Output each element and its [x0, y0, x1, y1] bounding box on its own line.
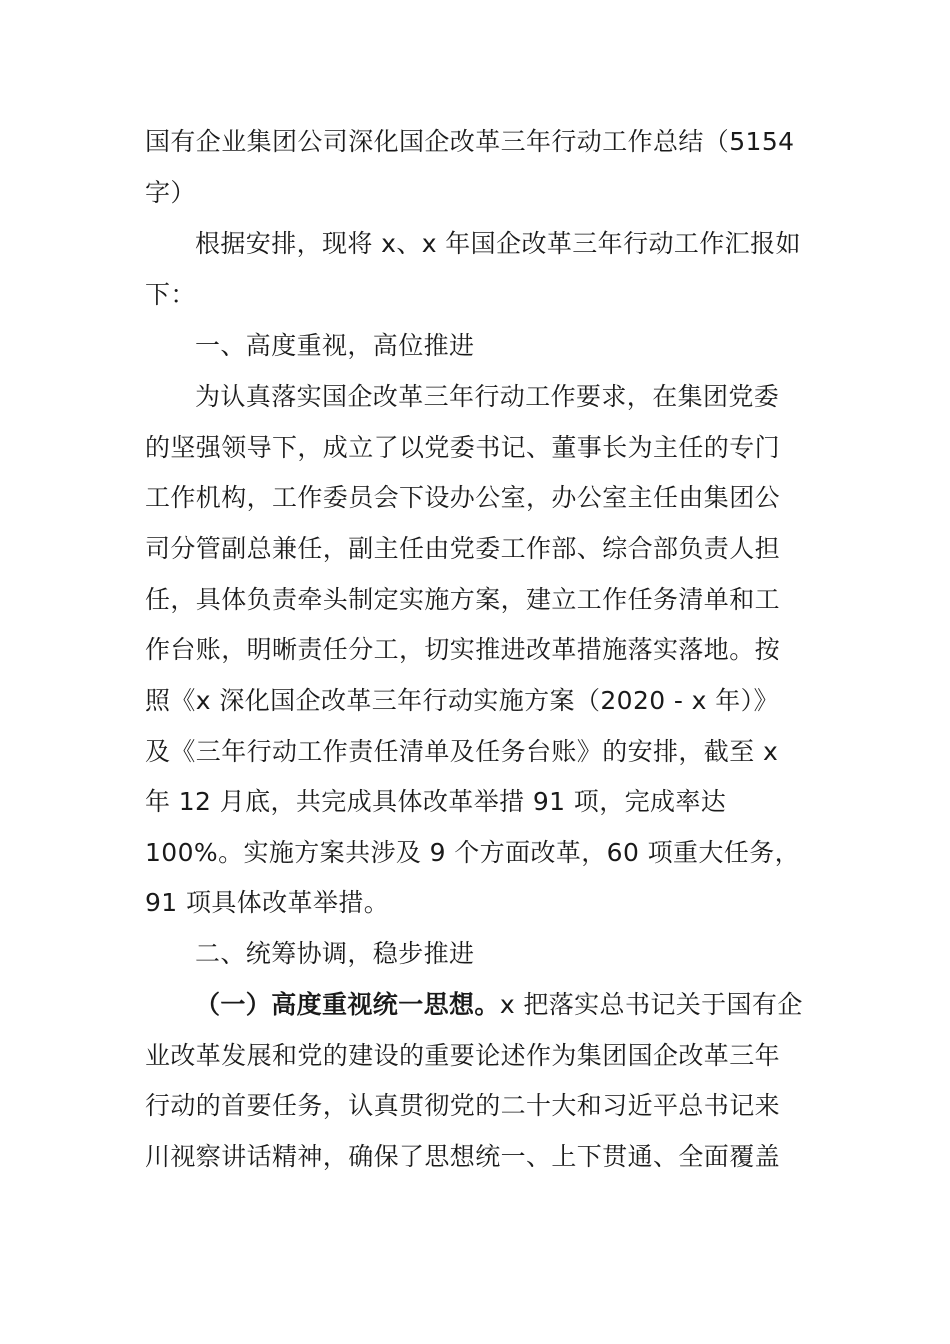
section2-sub1-line-4: 川视察讲话精神，确保了思想统一、上下贯通、全面覆盖	[145, 1142, 781, 1171]
section1-paragraph-line-10: 100%。实施方案共涉及 9 个方面改革，60 项重大任务，	[145, 838, 801, 867]
section2-sub1-text: x 把落实总书记关于国有企	[499, 990, 803, 1019]
section2-sub1-line-2: 业改革发展和党的建设的重要论述作为集团国企改革三年	[145, 1041, 781, 1070]
document-title-line-1: 国有企业集团公司深化国企改革三年行动工作总结（5154	[145, 127, 795, 156]
section1-paragraph-line-2: 的坚强领导下，成立了以党委书记、董事长为主任的专门	[145, 433, 781, 462]
section2-sub1-heading: （一）高度重视统一思想。	[195, 990, 500, 1019]
section1-paragraph-line-8: 及《三年行动工作责任清单及任务台账》的安排，截至 x	[145, 737, 779, 766]
section1-paragraph-line-3: 工作机构，工作委员会下设办公室，办公室主任由集团公	[145, 483, 781, 512]
section1-paragraph-line-6: 作台账，明晰责任分工，切实推进改革措施落实落地。按	[145, 635, 781, 664]
section2-heading: 二、统筹协调，稳步推进	[195, 939, 475, 968]
section1-paragraph-line-4: 司分管副总兼任，副主任由党委工作部、综合部负责人担	[145, 534, 781, 563]
section2-sub1-line-3: 行动的首要任务，认真贯彻党的二十大和习近平总书记来	[145, 1091, 781, 1120]
section1-paragraph-line-11: 91 项具体改革举措。	[145, 888, 390, 917]
section2-sub1-line-1	[195, 988, 803, 1022]
section1-paragraph-line-5: 任，具体负责牵头制定实施方案，建立工作任务清单和工	[145, 585, 781, 614]
intro-paragraph-line-1: 根据安排，现将 x、x 年国企改革三年行动工作汇报如	[195, 229, 801, 258]
section1-paragraph-line-9: 年 12 月底，共完成具体改革举措 91 项，完成率达	[145, 787, 727, 816]
intro-paragraph-line-2: 下：	[145, 280, 196, 309]
section1-heading: 一、高度重视，高位推进	[195, 331, 475, 360]
document-title-line-2: 字）	[145, 178, 196, 207]
section1-paragraph-line-1: 为认真落实国企改革三年行动工作要求，在集团党委	[195, 382, 780, 411]
section1-paragraph-line-7: 照《x 深化国企改革三年行动实施方案（2020 - x 年）》	[145, 686, 779, 715]
